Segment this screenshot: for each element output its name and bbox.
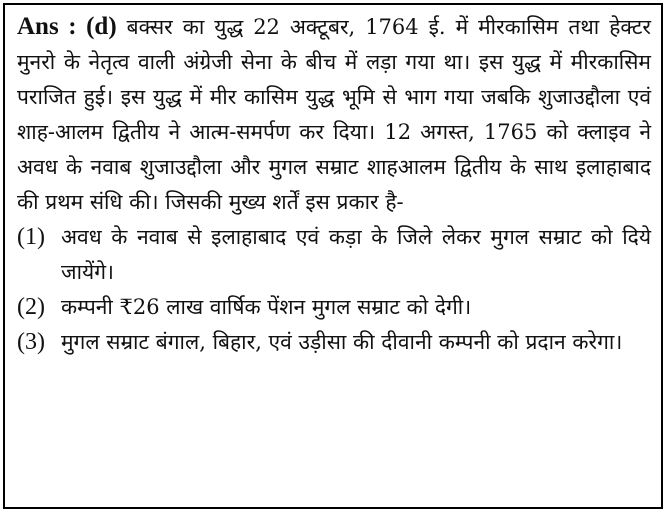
- condition-number: (3): [17, 329, 45, 355]
- condition-number: (2): [17, 294, 45, 320]
- condition-text: अवध के नवाब से इलाहाबाद एवं कड़ा के जिले लेकर मुगल सम्राट को दिये जायेंगे।: [61, 225, 651, 284]
- condition-item-3: [17, 325, 651, 360]
- answer-text: बक्सर का युद्ध 22 अक्टूबर, 1764 ई. में मीरकासिम तथा हेक्टर मुनरो के नेतृत्व वाली अंग्रेजी सेना के बीच में लड़ा गया था। इस युद्ध में मीरकासिम पराजित हुई। इस युद्ध में मीर कासिम युद्ध भूमि से भाग गया जबकि शुजाउद्दौला एवं शाह-आलम द्वितीय ने आत्म-समर्पण कर दिया। 12 अगस्त, 1765 को क्लाइव ने अवध के नवाब शुजाउद्दौला और मुगल सम्राट शाहआलम द्वितीय के साथ इलाहाबाद की प्रथम संधि की। जिसकी मुख्य शर्तें इस प्रकार है-: [17, 15, 651, 214]
- answer-label: Ans : (d): [17, 13, 117, 40]
- condition-text: मुगल सम्राट बंगाल, बिहार, एवं उड़ीसा की दीवानी कम्पनी को प्रदान करेगा।: [61, 330, 623, 354]
- condition-number: (1): [17, 224, 45, 250]
- answer-box: [3, 3, 663, 509]
- condition-item-2: [17, 290, 651, 325]
- condition-item-1: [17, 220, 651, 290]
- condition-text: कम्पनी ₹26 लाख वार्षिक पेंशन मुगल सम्राट को देगी।: [61, 295, 472, 319]
- answer-paragraph: [17, 9, 651, 220]
